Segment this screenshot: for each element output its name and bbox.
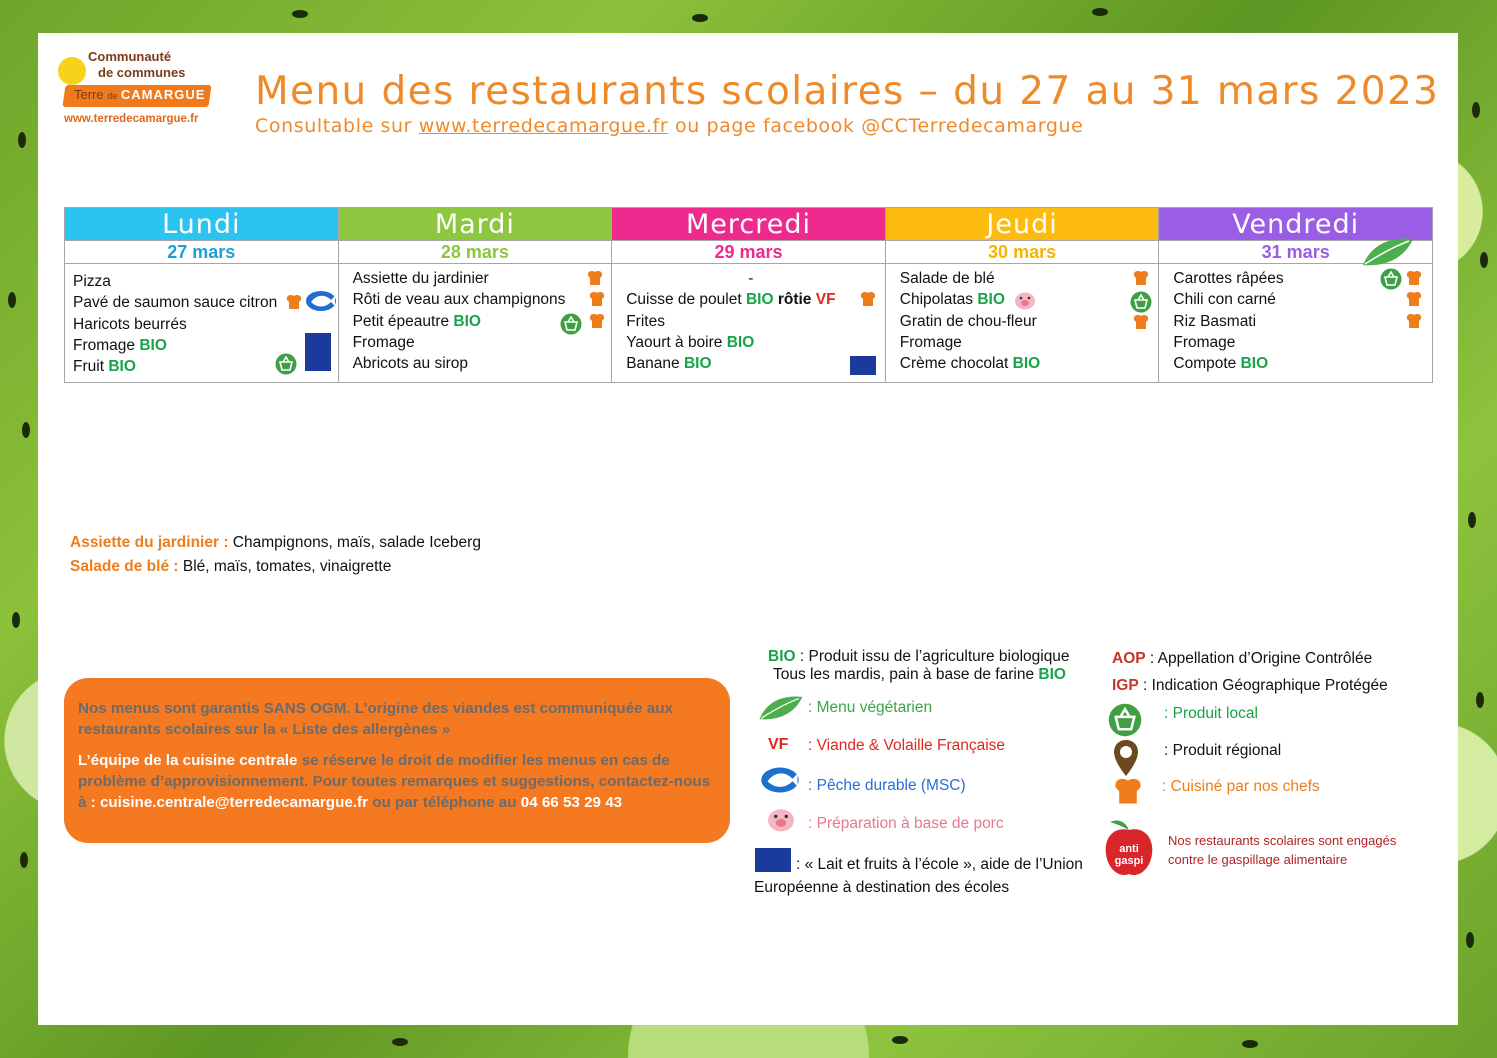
dish-item: Haricots beurrés [73,315,187,333]
logo-brand-b: de [107,91,118,101]
ingredient-label: Salade de blé : [70,558,183,575]
day-header-jeudi: Jeudi [885,208,1159,241]
ingredient-text: Champignons, maïs, salade Iceberg [232,534,481,551]
notice-contact [78,750,722,813]
legend-bio-text: : Produit issu de l’agriculture biologique [795,648,1070,665]
legend-veg-text: : Menu végétarien [808,699,933,716]
dish-name: Cuisse de poulet [626,291,746,309]
chef-hat-icon [1132,314,1150,331]
chef-hat-icon [859,291,877,308]
dish-name: Carottes râpées [1173,270,1284,287]
info-notice [64,678,730,843]
dish-item [73,292,338,313]
chef-hat-icon [285,294,303,311]
subtitle-prefix: Consultable sur [255,115,419,137]
ingredient-note [70,558,391,576]
dishes-vendredi [1159,264,1433,383]
vf-tag: VF [815,291,836,309]
legend-bread [773,666,1066,684]
legend-vf-label: VF [768,736,789,753]
legend-msc-text: : Pêche durable (MSC) [808,777,966,794]
day-header-mardi: Mardi [338,208,612,241]
anti-gaspi-logo-text-1: anti [1119,843,1139,855]
logo-line2: de communes [98,65,186,80]
logo-line1: Communauté [88,49,172,64]
dish-item [900,268,1159,289]
day-header-lundi: Lundi [65,208,339,241]
dish-item [1173,311,1432,332]
chef-hat-icon [588,313,606,330]
legend-igp-text: : Indication Géographique Protégée [1138,677,1388,694]
weekly-menu-table [64,207,1433,383]
page-subtitle [255,115,1083,137]
dish-name: Chili con carné [1173,291,1276,309]
legend-bio-label: BIO [768,648,796,665]
logo-brand-c: CAMARGUE [120,87,206,102]
chef-hat-icon [1405,291,1423,308]
dish-item [626,353,885,374]
dishes-row [65,264,1433,383]
dish-item: Abricots au sirop [352,355,469,373]
dishes-jeudi [885,264,1159,383]
contact-phone[interactable]: 04 66 53 29 43 [520,794,623,811]
ingredient-text: Blé, maïs, tomates, vinaigrette [182,558,392,575]
vegetarian-leaf-icon [756,693,804,723]
legend-gaspi-line1: Nos restaurants scolaires sont engagés [1168,833,1397,848]
local-basket-icon [1380,268,1402,290]
logo-brand [74,87,205,102]
logo-brand-a: Terre [74,87,104,102]
dish-item [626,332,885,353]
dish-item: Fromage [899,333,962,351]
dish-item [1173,268,1432,289]
legend-regional-text: : Produit régional [1164,742,1282,759]
legend-aop-text: : Appellation d’Origine Contrôlée [1145,650,1373,667]
dish-item [626,289,885,310]
dish-item [73,335,338,356]
dish-item [900,353,1159,374]
legend-pork-text: : Préparation à base de porc [808,815,1004,832]
bio-tag: BIO [139,336,167,354]
bio-tag: BIO [1012,355,1041,373]
ingredient-note [70,534,481,552]
legend-igp-label: IGP [1112,677,1139,694]
bio-tag: BIO [453,312,481,330]
notice-team: L’équipe de la cuisine centrale [78,752,298,769]
local-basket-icon [1108,703,1142,737]
dish-item: Pizza [73,273,111,290]
dish-name: Fruit [73,358,109,376]
dishes-lundi [65,264,339,383]
legend-aop-label: AOP [1112,650,1146,667]
dishes-mercredi [612,264,886,383]
dish-name: Banane [626,355,684,373]
legend-gaspi-line2: contre le gaspillage alimentaire [1168,852,1348,867]
anti-gaspi-apple-icon [1102,816,1156,880]
page-title: Menu des restaurants scolaires – du 27 au 31 mars 2023 [255,69,1440,114]
legend-local-text: : Produit local [1164,705,1258,722]
notice-phone-prefix: ou par téléphone au [368,794,521,811]
dish-name: Rôti de veau aux champignons [352,291,566,309]
dish-item: Fromage [352,333,415,351]
subtitle-suffix: ou page facebook @CCTerredecamargue [668,115,1084,137]
menu-sheet [38,33,1458,1025]
logo-url[interactable]: www.terredecamargue.fr [64,113,199,125]
day-header-mercredi: Mercredi [612,208,886,241]
chef-hat-icon [1405,313,1423,330]
dish-item [900,311,1159,332]
anti-gaspi-logo-text-2: gaspi [1114,855,1144,867]
chef-hat-icon [1132,270,1150,287]
dish-name: Pavé de saumon sauce citron [73,294,278,312]
website-link[interactable]: www.terredecamargue.fr [418,115,669,137]
location-pin-icon [1112,738,1140,778]
eu-flag-icon [755,848,791,872]
dishes-mardi [338,264,612,383]
eu-flag-icon [850,356,876,375]
date-lundi: 27 mars [65,241,339,264]
legend-gaspi-text [1168,831,1396,869]
dish-name: Compote [1173,355,1241,373]
dish-name: Crème chocolat [899,355,1013,373]
dish-item: Frites [626,312,665,330]
legend-igp [1112,677,1388,695]
date-mercredi: 29 mars [612,241,886,264]
dish-name: Gratin de chou-fleur [899,312,1037,330]
dish-item [900,289,1159,310]
bio-tag: BIO [108,358,136,376]
contact-email[interactable]: : cuisine.centrale@terredecamargue.fr [90,794,368,811]
eu-flag-icon [305,352,331,371]
legend-bread-bio: BIO [1038,666,1066,683]
dish-item [353,289,612,310]
bio-tag: BIO [977,291,1005,309]
dish-name: Riz Basmati [1173,312,1257,330]
pork-icon [1014,290,1036,310]
day-header-vendredi: Vendredi [1159,208,1433,241]
dish-name: Fromage [73,336,140,354]
day-header-row [65,208,1433,241]
sun-icon [58,57,86,85]
legend-aop [1112,650,1372,668]
notice-body: se réserve le droit de modifier les menus en cas de problème d’approvisionnement. Pour toutes remarques et suggestions, contactez-nous à [78,752,711,811]
dish-item [353,268,612,289]
bio-tag: BIO [1240,355,1269,373]
date-vendredi [1159,241,1433,264]
dish-item [73,356,338,377]
chef-hat-icon [588,291,606,308]
date-row [65,241,1433,264]
legend-vf-text: : Viande & Volaille Française [808,737,1006,754]
logo [58,47,218,133]
date-vendredi-label: 31 mars [1261,241,1330,262]
legend-eu-text-1: : « Lait et fruits à l’école », aide de l’Union [796,856,1083,873]
dish-item [1173,353,1432,374]
dish-name: Petit épeautre [352,312,454,330]
chef-hat-icon [1112,777,1144,807]
dish-item: Fromage [1173,333,1236,351]
chef-hat-icon [1405,270,1423,287]
msc-fish-icon [760,766,800,794]
dish-name: Assiette du jardinier [352,270,489,287]
dish-item [1173,289,1432,310]
msc-fish-icon [305,290,337,312]
legend-bread-text: Tous les mardis, pain à base de farine [773,666,1039,683]
chef-hat-icon [586,270,604,287]
dish-name: Salade de blé [899,270,995,287]
date-jeudi: 30 mars [885,241,1159,264]
notice-ogm: Nos menus sont garantis SANS OGM. L’origine des viandes est communiquée aux restaurants scolaires sur la « Liste des allergènes » [78,700,673,738]
date-mardi: 28 mars [338,241,612,264]
legend-eu-text-2: Européenne à destination des écoles [754,879,1010,896]
dish-name: Chipolatas [899,291,978,309]
legend-bio [768,648,1070,666]
bio-tag: BIO [683,355,712,373]
eu-flag-icon [305,333,331,352]
ingredient-label: Assiette du jardinier : [70,534,233,551]
dish-item: - [748,270,754,287]
pork-icon [766,806,796,832]
bio-tag: BIO [745,291,774,309]
rotie-tag: rôtie [777,291,812,309]
legend-chef-text: : Cuisiné par nos chefs [1162,778,1320,795]
dish-name: Yaourt à boire [626,333,727,351]
bio-tag: BIO [726,333,755,351]
dish-item [353,311,612,332]
local-basket-icon [275,353,297,375]
